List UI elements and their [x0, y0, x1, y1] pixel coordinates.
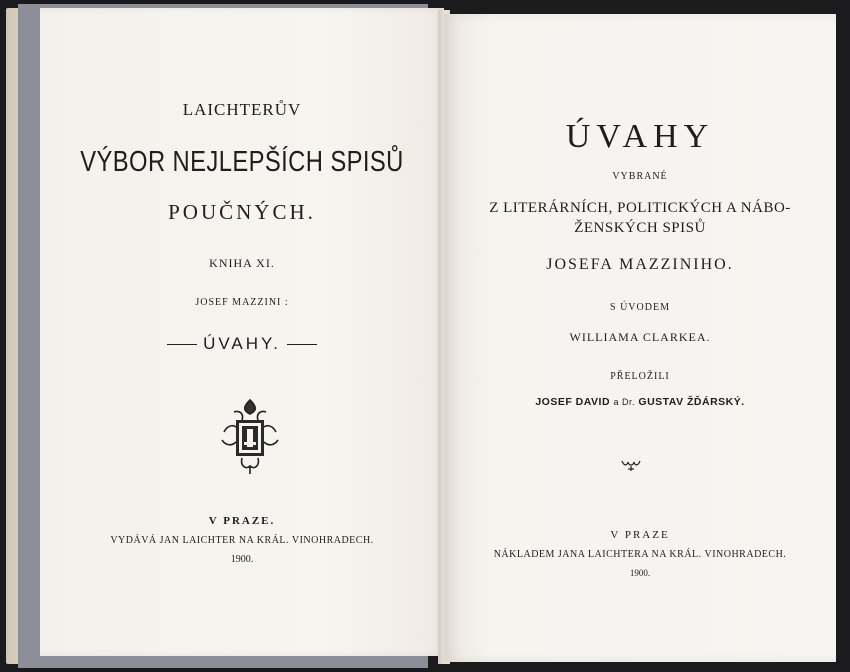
author-label: JOSEF MAZZINI :	[195, 297, 289, 308]
imprint-publisher: VYDÁVÁ JAN LAICHTER NA KRÁL. VINOHRADECH.	[110, 535, 374, 546]
volume-number: KNIHA XI.	[209, 256, 275, 270]
imprint-publisher: NÁKLADEM JANA LAICHTERA NA KRÁL. VINOHRADECH.	[493, 549, 787, 560]
sources-line-1: Z LITERÁRNÍCH, POLITICKÝCH A NÁBO-	[489, 200, 791, 216]
title-page-title: ÚVAHY	[565, 118, 715, 155]
translator-1: JOSEF DAVID	[535, 396, 611, 408]
fleuron-icon	[620, 458, 642, 472]
publisher-monogram-ornament-icon	[218, 396, 282, 476]
imprint-year: 1900.	[629, 568, 651, 578]
author-name: JOSEFA MAZZINIHO.	[546, 256, 734, 273]
right-rule	[287, 344, 317, 345]
series-title: VÝBOR NEJLEPŠÍCH SPISŮ	[80, 146, 404, 178]
series-name: LAICHTERŮV	[182, 100, 302, 119]
right-page	[444, 14, 836, 662]
sources-line-2: ŽENSKÝCH SPISŮ	[574, 220, 706, 236]
work-title-text: ÚVAHY.	[203, 334, 281, 353]
work-title	[40, 334, 444, 354]
series-subtitle: POUČNÝCH.	[168, 200, 316, 224]
translators-label: PŘELOŽILI	[610, 371, 670, 382]
introduction-author: WILLIAMA CLARKEA.	[569, 330, 711, 344]
imprint-year: 1900.	[230, 554, 254, 565]
introduction-label: S ÚVODEM	[610, 302, 670, 313]
translator-conjunction: a Dr.	[613, 397, 635, 407]
selected-label: VYBRANÉ	[612, 171, 668, 182]
imprint-city: V PRAZE	[610, 529, 670, 541]
left-page	[40, 8, 444, 656]
translators-names	[444, 396, 836, 408]
left-rule	[167, 344, 197, 345]
translator-2: GUSTAV ŽĎÁRSKÝ.	[638, 396, 745, 408]
imprint-city: V PRAZE.	[208, 515, 276, 527]
